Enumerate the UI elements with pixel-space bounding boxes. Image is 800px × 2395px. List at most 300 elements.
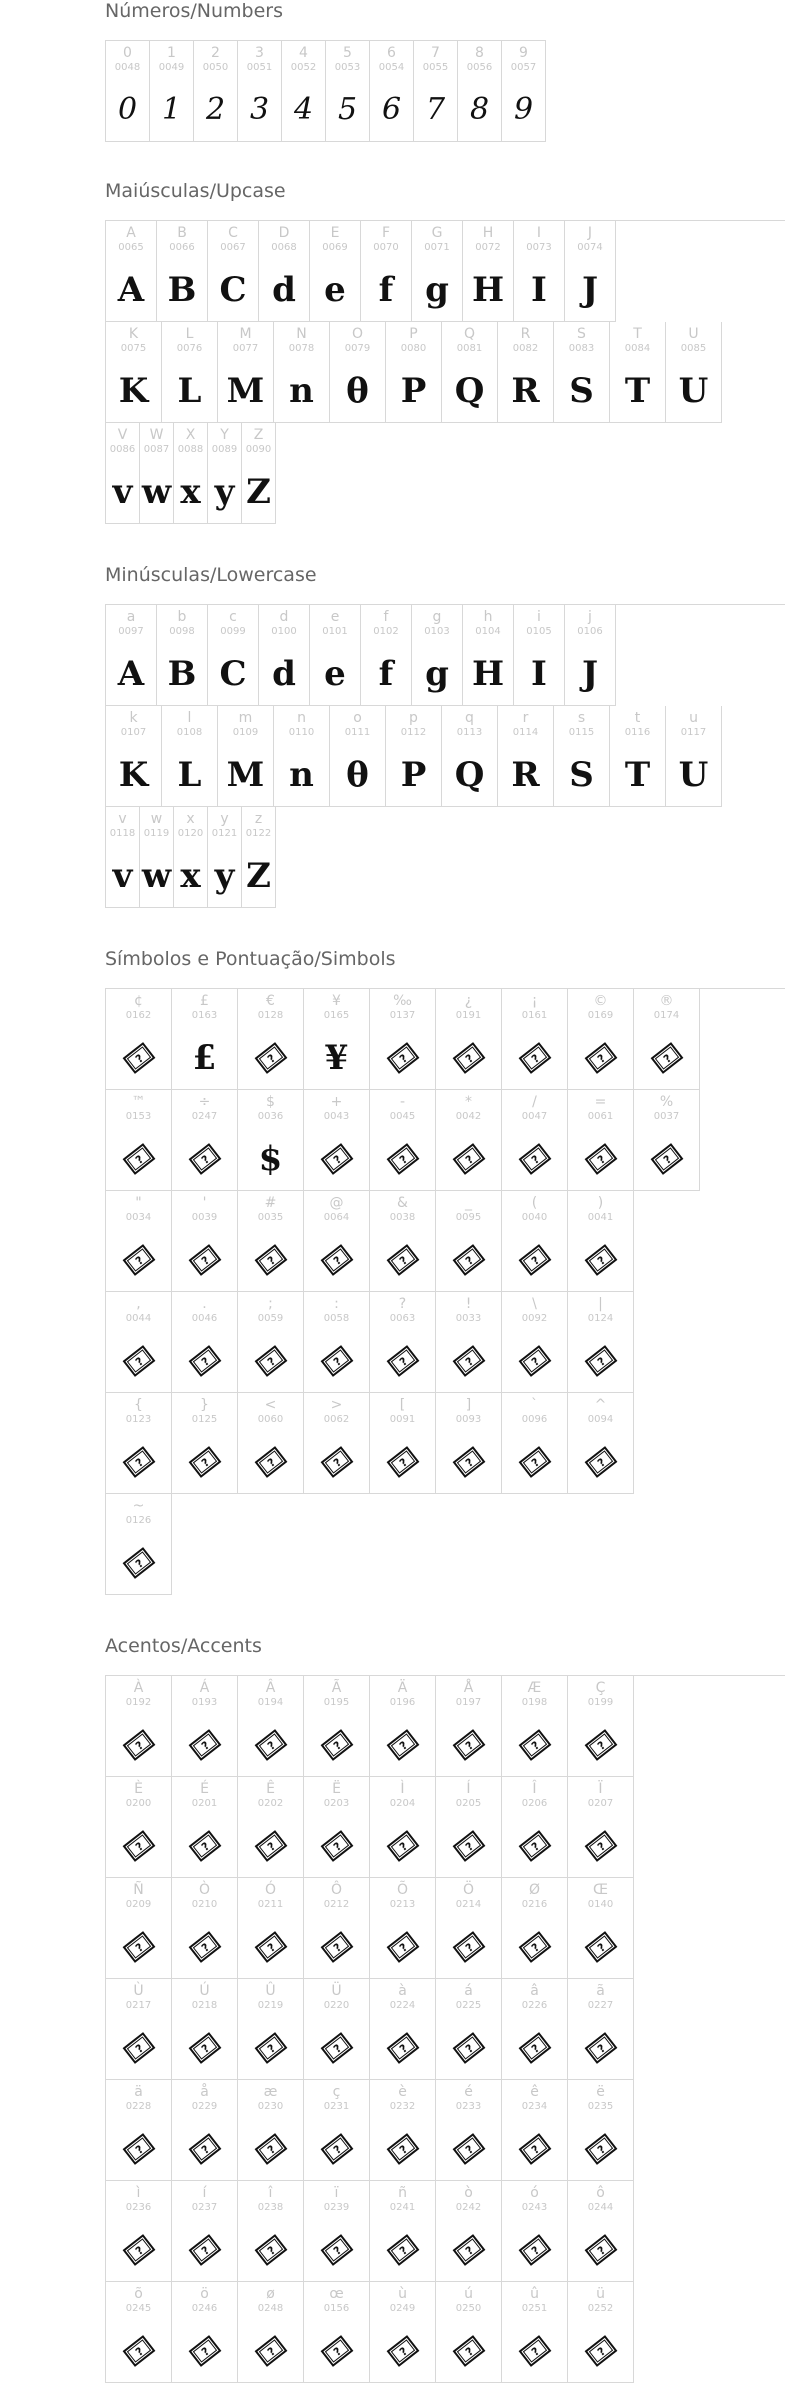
glyph-sample: £ [192,1038,217,1078]
glyph-char-label: Ö [462,1882,475,1898]
missing-glyph-icon [370,1033,435,1083]
glyph-sample: f [378,654,394,694]
glyph-cell [370,1393,436,1494]
glyph-code-label: 0242 [455,2202,482,2213]
glyph-char-label: Á [199,1680,210,1696]
glyph-row [106,1191,785,1292]
glyph-cell [370,2080,436,2181]
glyph-cell [502,1292,568,1393]
glyph-char-label: K [128,326,139,342]
glyph-row [106,2181,785,2282]
missing-glyph-icon [634,1033,699,1083]
glyph-char-label: M [239,326,252,342]
svg-text:?: ? [330,1455,344,1470]
missing-glyph-icon [502,2023,567,2073]
glyph-cell [502,41,546,142]
glyph-cell [568,2282,634,2383]
glyph-char-label: ó [530,2185,539,2201]
svg-text:?: ? [396,2243,410,2258]
glyph-char-label: Â [265,1680,276,1696]
glyph-code-label: 0058 [323,1313,350,1324]
glyph-cell [150,41,194,142]
glyph-char-label: 8 [475,45,484,61]
svg-text:?: ? [132,2344,146,2359]
missing-glyph-icon [172,1437,237,1487]
glyph-char-label: è [398,2084,407,2100]
glyph-char-label: ï [334,2185,339,2201]
svg-text:?: ? [198,2142,212,2157]
glyph-char-label: $ [266,1094,275,1110]
svg-text:?: ? [330,1839,344,1854]
glyph-char-label: ] [465,1397,472,1413]
glyph-code-label: 0108 [176,727,203,738]
glyph-code-label: 0057 [510,62,537,73]
glyph-code-label: 0217 [125,2000,152,2011]
glyph-char-label: " [135,1195,142,1211]
glyph-code-label: 0202 [257,1798,284,1809]
glyph-char-label: ( [531,1195,538,1211]
glyph-char-label: : [334,1296,339,1312]
glyph-cell [565,605,616,706]
glyph-sample: v [112,856,133,896]
glyph-char-label: i [537,609,541,625]
glyph-cell [162,706,218,807]
glyph-cell [436,1292,502,1393]
glyph-row [106,1090,785,1191]
missing-glyph-icon [436,2124,501,2174]
glyph-sample: L [177,755,202,795]
glyph-char-label: Î [532,1781,537,1797]
glyph-code-label: 0080 [400,343,427,354]
svg-text:?: ? [594,1051,608,1066]
glyph-char-label: o [353,710,362,726]
glyph-sample: A [117,270,145,310]
glyph-cell [106,1979,172,2080]
missing-glyph-icon [370,2023,435,2073]
glyph-char-label: D [278,225,290,241]
glyph-code-label: 0193 [191,1697,218,1708]
glyph-code-label: 0211 [257,1899,284,1910]
svg-text:?: ? [528,1839,542,1854]
glyph-cell [304,1777,370,1878]
glyph-char-label: R [520,326,531,342]
glyph-cell [554,322,610,423]
glyph-code-label: 0090 [245,444,272,455]
svg-text:?: ? [528,2142,542,2157]
glyph-char-label: P [409,326,418,342]
glyph-sample: e [324,270,346,310]
svg-text:?: ? [132,2142,146,2157]
glyph-char-label: Œ [593,1882,608,1898]
glyph-row [106,605,785,706]
glyph-cell [172,1676,238,1777]
glyph-grid [105,604,785,908]
glyph-cell [106,706,162,807]
glyph-row [106,41,546,142]
glyph-char-label: W [149,427,164,443]
svg-text:?: ? [330,2142,344,2157]
glyph-char-label: Í [466,1781,471,1797]
glyph-code-label: 0099 [220,626,246,637]
svg-text:?: ? [264,1940,278,1955]
missing-glyph-icon [172,2124,237,2174]
missing-glyph-icon [238,1720,303,1770]
glyph-code-label: 0227 [587,2000,614,2011]
glyph-cell [238,1292,304,1393]
glyph-char-label: H [482,225,494,241]
missing-glyph-icon [568,2326,633,2376]
missing-glyph-icon [370,1437,435,1487]
glyph-row [106,221,785,322]
glyph-sample: J [581,270,599,310]
glyph-code-label: 0068 [271,242,297,253]
svg-text:?: ? [462,2344,476,2359]
glyph-sample: 2 [205,92,226,127]
missing-glyph-icon [568,1720,633,1770]
glyph-code-label: 0074 [577,242,603,253]
glyph-cell [274,322,330,423]
svg-text:?: ? [132,1253,146,1268]
glyph-cell [634,1090,700,1191]
missing-glyph-icon [502,1821,567,1871]
glyph-cell [106,221,157,322]
glyph-char-label: ô [596,2185,605,2201]
glyph-cell [502,989,568,1090]
glyph-cell [162,322,218,423]
glyph-sample: ¥ [324,1038,349,1078]
glyph-char-label: ì [136,2185,141,2201]
glyph-code-label: 0116 [624,727,651,738]
glyph-row [106,1676,785,1777]
missing-glyph-icon [370,1720,435,1770]
svg-text:?: ? [330,1738,344,1753]
svg-text:?: ? [198,1738,212,1753]
svg-text:?: ? [132,1455,146,1470]
glyph-char-label: E [330,225,340,241]
glyph-code-label: 0251 [521,2303,548,2314]
glyph-char-label: , [136,1296,141,1312]
glyph-cell [157,221,208,322]
svg-text:?: ? [462,2142,476,2157]
svg-text:?: ? [396,1738,410,1753]
glyph-cell [414,41,458,142]
glyph-sample: w [141,472,172,512]
glyph-char-label: î [268,2185,273,2201]
missing-glyph-icon [238,1821,303,1871]
glyph-cell [442,322,498,423]
glyph-sample: S [569,755,594,795]
glyph-cell [463,221,514,322]
glyph-char-label: ) [597,1195,604,1211]
glyph-sample: B [167,654,197,694]
missing-glyph-icon [172,2225,237,2275]
glyph-sample: θ [346,755,369,795]
glyph-code-label: 0250 [455,2303,482,2314]
glyph-cell [458,41,502,142]
glyph-sample: g [425,270,449,310]
glyph-char-label: k [129,710,138,726]
glyph-code-label: 0050 [202,62,229,73]
glyph-code-label: 0062 [323,1414,350,1425]
glyph-char-label: - [399,1094,406,1110]
glyph-code-label: 0045 [389,1111,416,1122]
glyph-code-label: 0117 [680,727,707,738]
svg-text:?: ? [132,1354,146,1369]
glyph-row [106,1494,785,1595]
glyph-code-label: 0041 [587,1212,614,1223]
glyph-code-label: 0161 [521,1010,548,1021]
glyph-code-label: 0235 [587,2101,614,2112]
glyph-cell [304,1878,370,1979]
section-accents [105,1635,785,2383]
glyph-code-label: 0070 [373,242,399,253]
glyph-code-label: 0197 [455,1697,482,1708]
glyph-cell [502,2181,568,2282]
glyph-cell [304,989,370,1090]
glyph-char-label: ^ [594,1397,607,1413]
glyph-code-label: 0047 [521,1111,548,1122]
glyph-code-label: 0071 [424,242,450,253]
svg-text:?: ? [396,1940,410,1955]
glyph-cell [502,1676,568,1777]
svg-text:?: ? [396,1839,410,1854]
svg-text:?: ? [198,1455,212,1470]
missing-glyph-icon [568,1922,633,1972]
missing-glyph-icon [106,1336,171,1386]
glyph-code-label: 0107 [120,727,147,738]
glyph-code-label: 0140 [587,1899,614,1910]
glyph-sample: Q [454,755,485,795]
glyph-char-label: À [133,1680,144,1696]
svg-text:?: ? [594,1253,608,1268]
glyph-code-label: 0162 [125,1010,152,1021]
glyph-sample: Z [246,856,271,896]
svg-text:?: ? [528,1253,542,1268]
glyph-code-label: 0174 [653,1010,680,1021]
glyph-cell [218,322,274,423]
missing-glyph-icon [172,2023,237,2073]
glyph-char-label: Ç [595,1680,606,1696]
glyph-cell [174,807,208,908]
glyph-sample: S [569,371,594,411]
glyph-row [106,1393,785,1494]
glyph-code-label: 0095 [455,1212,482,1223]
glyph-sample: A [117,654,145,694]
glyph-code-label: 0065 [118,242,144,253]
glyph-cell [370,2181,436,2282]
glyph-cell [238,989,304,1090]
glyph-cell [106,2181,172,2282]
glyph-char-label: ® [659,993,674,1009]
glyph-sample: P [400,371,427,411]
glyph-code-label: 0212 [323,1899,350,1910]
glyph-cell [242,807,276,908]
glyph-cell [412,605,463,706]
glyph-code-label: 0115 [568,727,595,738]
glyph-code-label: 0203 [323,1798,350,1809]
glyph-char-label: â [530,1983,539,1999]
glyph-cell [238,1191,304,1292]
glyph-char-label: X [185,427,196,443]
glyph-cell [502,1878,568,1979]
glyph-char-label: C [228,225,238,241]
glyph-code-label: 0225 [455,2000,482,2011]
glyph-sample: B [167,270,197,310]
glyph-code-label: 0233 [455,2101,482,2112]
glyph-char-label: Z [253,427,264,443]
glyph-code-label: 0228 [125,2101,152,2112]
glyph-code-label: 0098 [169,626,195,637]
glyph-cell [436,2181,502,2282]
glyph-code-label: 0055 [422,62,449,73]
svg-text:?: ? [594,2041,608,2056]
missing-glyph-icon [106,2225,171,2275]
missing-glyph-icon [106,2326,171,2376]
glyph-cell [634,989,700,1090]
glyph-cell [436,2080,502,2181]
glyph-code-label: 0066 [169,242,195,253]
glyph-code-label: 0239 [323,2202,350,2213]
glyph-sample: θ [346,371,369,411]
glyph-code-label: 0088 [177,444,204,455]
glyph-cell [370,2282,436,2383]
missing-glyph-icon [238,1922,303,1972]
glyph-cell [568,989,634,1090]
glyph-cell [208,605,259,706]
missing-glyph-icon [502,1235,567,1285]
glyph-code-label: 0051 [246,62,273,73]
glyph-char-label: V [117,427,128,443]
glyph-cell [370,1676,436,1777]
glyph-char-label: ñ [398,2185,407,2201]
glyph-row [106,1292,785,1393]
missing-glyph-icon [106,1235,171,1285]
glyph-sample: P [400,755,427,795]
glyph-cell [304,2282,370,2383]
glyph-code-label: 0118 [109,828,136,839]
glyph-cell [106,322,162,423]
glyph-cell [106,1777,172,1878]
svg-text:?: ? [528,1354,542,1369]
glyph-char-label: w [150,811,163,827]
glyph-code-label: 0236 [125,2202,152,2213]
missing-glyph-icon [238,1336,303,1386]
glyph-char-label: n [297,710,306,726]
glyph-char-label: = [594,1094,607,1110]
glyph-char-label: r [522,710,529,726]
missing-glyph-icon [436,1134,501,1184]
missing-glyph-icon [238,2124,303,2174]
svg-text:?: ? [132,2041,146,2056]
svg-text:?: ? [264,1354,278,1369]
glyph-code-label: 0210 [191,1899,218,1910]
svg-text:?: ? [264,1455,278,1470]
missing-glyph-icon [370,2124,435,2174]
missing-glyph-icon [106,1922,171,1972]
missing-glyph-icon [106,2023,171,2073]
glyph-row [106,1979,785,2080]
glyph-code-label: 0204 [389,1798,416,1809]
glyph-sample: $ [258,1139,283,1179]
missing-glyph-icon [568,2225,633,2275]
glyph-code-label: 0120 [177,828,204,839]
missing-glyph-icon [172,1336,237,1386]
glyph-cell [370,41,414,142]
glyph-cell [554,706,610,807]
glyph-code-label: 0207 [587,1798,614,1809]
glyph-code-label: 0063 [389,1313,416,1324]
glyph-char-label: y [220,811,229,827]
glyph-cell [610,706,666,807]
glyph-char-label: Ü [331,1983,342,1999]
missing-glyph-icon [436,1821,501,1871]
glyph-char-label: © [593,993,608,1009]
glyph-row [106,989,785,1090]
svg-text:?: ? [462,2243,476,2258]
svg-text:?: ? [528,2243,542,2258]
svg-text:?: ? [132,1556,146,1571]
missing-glyph-icon [568,1437,633,1487]
glyph-cell [304,1393,370,1494]
glyph-code-label: 0075 [120,343,147,354]
missing-glyph-icon [304,2023,369,2073]
missing-glyph-icon [238,2326,303,2376]
missing-glyph-icon [172,1821,237,1871]
glyph-char-label: Ê [266,1781,275,1797]
glyph-code-label: 0081 [456,343,483,354]
glyph-code-label: 0246 [191,2303,218,2314]
glyph-cell [194,41,238,142]
glyph-sample: 8 [469,92,490,127]
glyph-code-label: 0054 [378,62,405,73]
glyph-cell [238,1777,304,1878]
glyph-cell [106,989,172,1090]
glyph-cell [238,1090,304,1191]
glyph-char-label: Æ [527,1680,542,1696]
glyph-code-label: 0085 [680,343,707,354]
glyph-char-label: u [689,710,698,726]
glyph-sample: 0 [117,92,138,127]
svg-text:?: ? [132,2243,146,2258]
glyph-code-label: 0230 [257,2101,284,2112]
missing-glyph-icon [502,1437,567,1487]
glyph-sample: U [678,755,709,795]
glyph-cell [106,2080,172,2181]
svg-text:?: ? [462,1051,476,1066]
glyph-sample: C [219,270,247,310]
glyph-char-label: S [577,326,586,342]
glyph-cell [370,1090,436,1191]
svg-text:?: ? [396,2344,410,2359]
svg-text:?: ? [528,1152,542,1167]
glyph-cell [463,605,514,706]
glyph-sample: 5 [337,92,358,127]
missing-glyph-icon [370,1922,435,1972]
svg-text:?: ? [594,1455,608,1470]
glyph-code-label: 0087 [143,444,170,455]
glyph-char-label: | [598,1296,603,1312]
glyph-char-label: + [330,1094,343,1110]
glyph-code-label: 0091 [389,1414,416,1425]
missing-glyph-icon [568,1134,633,1184]
glyph-char-label: _ [465,1195,472,1211]
svg-text:?: ? [132,1839,146,1854]
svg-text:?: ? [462,1940,476,1955]
glyph-char-label: Ó [264,1882,277,1898]
svg-text:?: ? [462,1738,476,1753]
glyph-sample: L [177,371,202,411]
glyph-code-label: 0232 [389,2101,416,2112]
